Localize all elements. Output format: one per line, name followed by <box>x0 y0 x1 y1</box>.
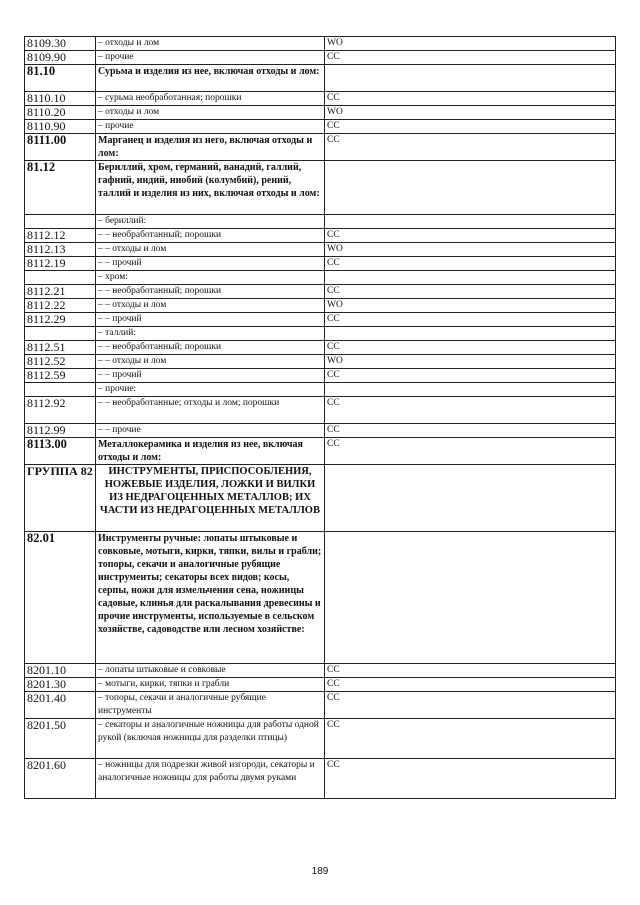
regime-cell: CC <box>325 92 616 106</box>
tariff-row <box>25 355 616 369</box>
code-cell: 8111.00 <box>25 134 96 161</box>
code-cell: 8112.52 <box>25 355 96 369</box>
regime-cell <box>325 327 616 341</box>
tariff-row <box>25 424 616 438</box>
tariff-row <box>25 369 616 383</box>
code-cell: 8201.40 <box>25 692 96 719</box>
tariff-row <box>25 106 616 120</box>
code-cell: 8109.90 <box>25 51 96 65</box>
code-cell: 8112.51 <box>25 341 96 355</box>
code-cell: 8113.00 <box>25 438 96 465</box>
regime-cell: CC <box>325 759 616 799</box>
code-cell: 81.12 <box>25 161 96 215</box>
description-cell: – хром: <box>96 271 325 285</box>
description-cell: – – прочие <box>96 424 325 438</box>
code-cell: 8112.99 <box>25 424 96 438</box>
tariff-subheading-row <box>25 383 616 397</box>
code-cell: 8201.30 <box>25 678 96 692</box>
regime-cell <box>325 383 616 397</box>
page-number: 189 <box>311 866 329 877</box>
description-cell: – прочие <box>96 51 325 65</box>
description-cell: Марганец и изделия из него, включая отходы и лом: <box>96 134 325 161</box>
regime-cell: WO <box>325 355 616 369</box>
description-cell: – отходы и лом <box>96 37 325 51</box>
regime-cell <box>325 65 616 92</box>
regime-cell: CC <box>325 134 616 161</box>
code-cell: 8201.50 <box>25 719 96 759</box>
tariff-table-body <box>25 37 616 799</box>
regime-cell: CC <box>325 664 616 678</box>
description-cell: – – необработанные; отходы и лом; порошки <box>96 397 325 424</box>
tariff-row <box>25 692 616 719</box>
regime-cell: WO <box>325 243 616 257</box>
regime-cell: CC <box>325 678 616 692</box>
description-cell: – – отходы и лом <box>96 355 325 369</box>
code-cell: 8110.20 <box>25 106 96 120</box>
code-cell: 8112.59 <box>25 369 96 383</box>
code-cell: 8201.10 <box>25 664 96 678</box>
regime-cell <box>325 161 616 215</box>
code-cell <box>25 215 96 229</box>
regime-cell: CC <box>325 51 616 65</box>
description-cell: – ножницы для подрезки живой изгороди, секаторы и аналогичные ножницы для работы двумя руками <box>96 759 325 799</box>
regime-cell: CC <box>325 257 616 271</box>
description-cell: – – необработанный; порошки <box>96 341 325 355</box>
regime-cell: CC <box>325 369 616 383</box>
regime-cell: CC <box>325 120 616 134</box>
tariff-row <box>25 664 616 678</box>
regime-cell <box>325 215 616 229</box>
description-cell: – – прочий <box>96 369 325 383</box>
code-cell: 8112.12 <box>25 229 96 243</box>
tariff-row <box>25 161 616 215</box>
code-cell: 8110.10 <box>25 92 96 106</box>
tariff-row <box>25 678 616 692</box>
code-cell <box>25 271 96 285</box>
tariff-subheading-row <box>25 271 616 285</box>
tariff-row <box>25 243 616 257</box>
code-cell: 8109.30 <box>25 37 96 51</box>
regime-cell: WO <box>325 37 616 51</box>
group-title-cell: ИНСТРУМЕНТЫ, ПРИСПОСОБЛЕНИЯ, НОЖЕВЫЕ ИЗДЕЛИЯ, ЛОЖКИ И ВИЛКИ ИЗ НЕДРАГОЦЕННЫХ МЕТАЛЛОВ; ИХ ЧАСТИ ИЗ НЕДРАГОЦЕННЫХ МЕТАЛЛОВ <box>96 465 325 532</box>
regime-cell: CC <box>325 229 616 243</box>
code-cell: 82.01 <box>25 532 96 664</box>
description-cell: – топоры, секачи и аналогичные рубящие инструменты <box>96 692 325 719</box>
description-cell: Инструменты ручные: лопаты штыковые и совковые, мотыги, кирки, тяпки, вилы и грабли; топоры, секачи и аналогичные рубящие инструменты; секаторы всех видов; косы, серпы, ножи для измельчения сена, ножницы садовые, клинья для раскалывания древесины и прочие инструменты, используемые в сельском хозяйстве, садоводстве или лесном хозяйстве: <box>96 532 325 664</box>
description-cell: – сурьма необработанная; порошки <box>96 92 325 106</box>
tariff-row <box>25 120 616 134</box>
tariff-row <box>25 92 616 106</box>
regime-cell: WO <box>325 106 616 120</box>
description-cell: – отходы и лом <box>96 106 325 120</box>
code-cell <box>25 383 96 397</box>
group-code-cell: ГРУППА 82 <box>25 465 96 532</box>
description-cell: – прочие <box>96 120 325 134</box>
description-cell: – – отходы и лом <box>96 299 325 313</box>
regime-cell: CC <box>325 397 616 424</box>
tariff-row <box>25 313 616 327</box>
regime-cell: CC <box>325 313 616 327</box>
tariff-table <box>24 36 616 799</box>
tariff-subheading-row <box>25 215 616 229</box>
description-cell: – – необработанный; порошки <box>96 229 325 243</box>
code-cell: 8112.92 <box>25 397 96 424</box>
tariff-row <box>25 37 616 51</box>
code-cell <box>25 327 96 341</box>
tariff-row <box>25 299 616 313</box>
code-cell: 8112.13 <box>25 243 96 257</box>
code-cell: 8112.19 <box>25 257 96 271</box>
code-cell: 8112.22 <box>25 299 96 313</box>
description-cell: – прочие: <box>96 383 325 397</box>
description-cell: Бериллий, хром, германий, ванадий, галлий, гафний, индий, ниобий (колумбий), рений, таллий и изделия из них, включая отходы и лом: <box>96 161 325 215</box>
tariff-row <box>25 532 616 664</box>
regime-cell: CC <box>325 341 616 355</box>
code-cell: 8110.90 <box>25 120 96 134</box>
regime-cell: CC <box>325 692 616 719</box>
description-cell: Сурьма и изделия из нее, включая отходы и лом: <box>96 65 325 92</box>
regime-cell: CC <box>325 424 616 438</box>
tariff-row <box>25 229 616 243</box>
code-cell: 8112.21 <box>25 285 96 299</box>
description-cell: – мотыги, кирки, тяпки и грабли <box>96 678 325 692</box>
description-cell: – таллий: <box>96 327 325 341</box>
tariff-row <box>25 257 616 271</box>
tariff-row <box>25 397 616 424</box>
description-cell: – – необработанный; порошки <box>96 285 325 299</box>
tariff-row <box>25 719 616 759</box>
description-cell: – – прочий <box>96 313 325 327</box>
tariff-subheading-row <box>25 327 616 341</box>
regime-cell: CC <box>325 438 616 465</box>
tariff-row <box>25 341 616 355</box>
description-cell: – лопаты штыковые и совковые <box>96 664 325 678</box>
tariff-row <box>25 134 616 161</box>
regime-cell: CC <box>325 719 616 759</box>
tariff-row <box>25 51 616 65</box>
regime-cell: CC <box>325 285 616 299</box>
description-cell: Металлокерамика и изделия из нее, включая отходы и лом: <box>96 438 325 465</box>
regime-cell <box>325 532 616 664</box>
group-header-row <box>25 465 616 532</box>
tariff-row <box>25 285 616 299</box>
regime-cell <box>325 465 616 532</box>
code-cell: 8201.60 <box>25 759 96 799</box>
code-cell: 81.10 <box>25 65 96 92</box>
tariff-row <box>25 759 616 799</box>
code-cell: 8112.29 <box>25 313 96 327</box>
tariff-row <box>25 65 616 92</box>
tariff-row <box>25 438 616 465</box>
description-cell: – бериллий: <box>96 215 325 229</box>
regime-cell <box>325 271 616 285</box>
description-cell: – – прочий <box>96 257 325 271</box>
description-cell: – – отходы и лом <box>96 243 325 257</box>
regime-cell: WO <box>325 299 616 313</box>
description-cell: – секаторы и аналогичные ножницы для работы одной рукой (включая ножницы для разделки птицы) <box>96 719 325 759</box>
